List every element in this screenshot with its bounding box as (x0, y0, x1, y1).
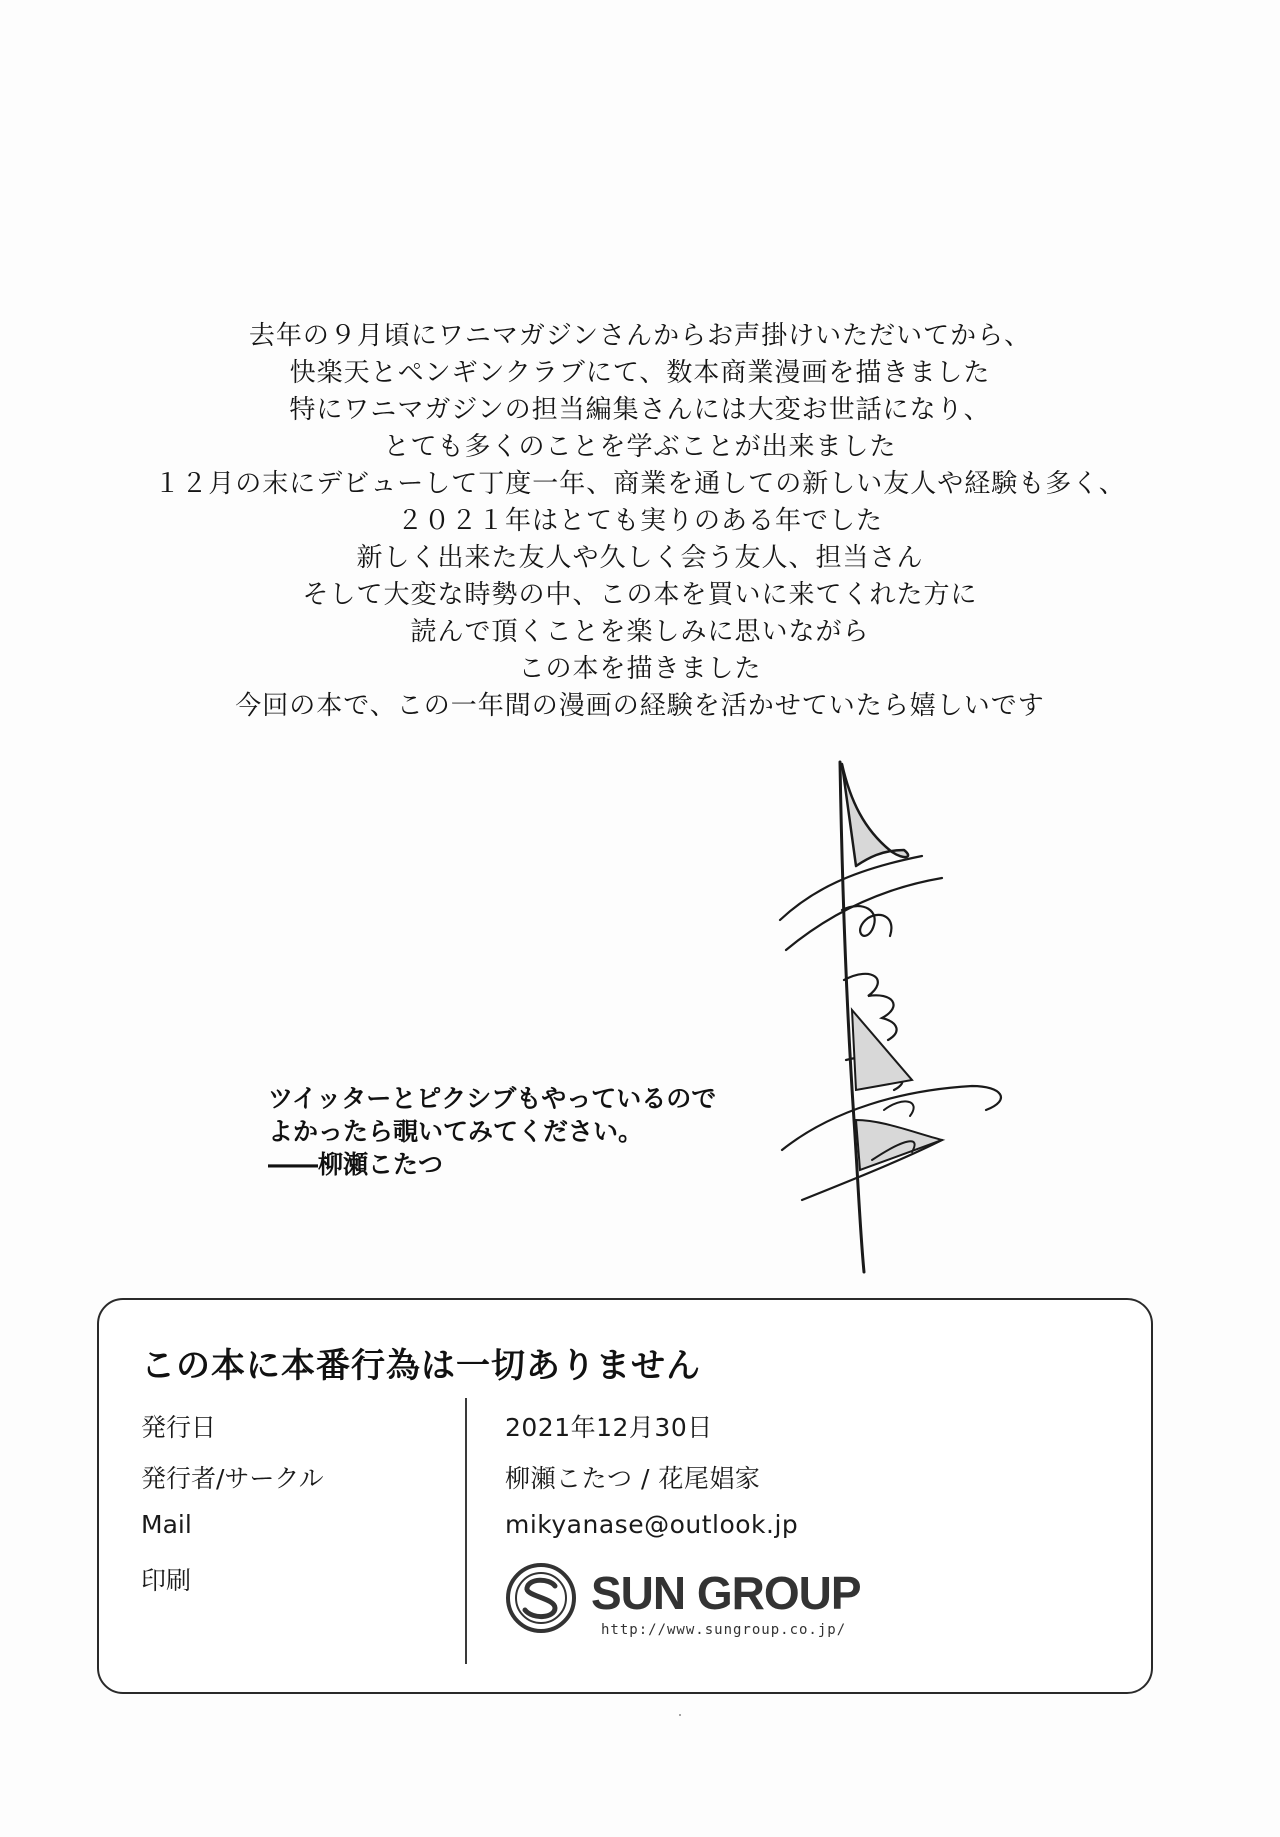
social-note (268, 1082, 828, 1181)
printer-name: SUN GROUP (591, 1567, 861, 1619)
afterword-line: 新しく出来た友人や久しく会う友人、担当さん (356, 543, 924, 573)
afterword-text (0, 318, 1280, 725)
colophon-box (97, 1298, 1153, 1694)
afterword-line: 今回の本で、この一年間の漫画の経験を活かせていたら嬉しいです (235, 691, 1045, 721)
afterword-line: 読んで頂くことを楽しみに思いながら (410, 617, 870, 647)
social-note-line: ツイッターとピクシブもやっているので (268, 1084, 717, 1113)
publisher-value: 柳瀬こたつ / 花尾娼家 (505, 1464, 761, 1493)
afterword-line: 快楽天とペンギンクラブにて、数本商業漫画を描きました (289, 358, 991, 388)
publish-date-label: 発行日 (141, 1413, 217, 1442)
printer-logo (505, 1558, 905, 1658)
publisher-label: 発行者/サークル (141, 1464, 324, 1493)
printer-url: http://www.sungroup.co.jp/ (601, 1622, 847, 1638)
afterword-line: 特にワニマガジンの担当編集さんには大変お世話になり、 (289, 395, 991, 425)
mail-value: mikyanase@outlook.jp (505, 1510, 799, 1539)
sun-group-logo-icon (505, 1562, 577, 1634)
dust-speck (679, 1714, 681, 1716)
afterword-line: 去年の９月頃にワニマガジンさんからお声掛けいただいてから、 (248, 321, 1032, 351)
author-signoff: ――柳瀬こたつ (268, 1150, 444, 1179)
colophon-title: この本に本番行為は一切ありません (141, 1346, 701, 1386)
afterword-line: とても多くのことを学ぶことが出来ました (383, 432, 897, 462)
publish-date-value: 2021年12月30日 (505, 1413, 713, 1442)
printer-label: 印刷 (141, 1566, 192, 1595)
colophon-divider (465, 1398, 467, 1664)
afterword-line: そして大変な時勢の中、この本を買いに来てくれた方に (302, 580, 978, 610)
mail-label: Mail (141, 1510, 192, 1539)
signature-icon (772, 760, 1012, 1280)
afterword-line: １２月の末にデビューして丁度一年、商業を通しての新しい友人や経験も多く、 (154, 469, 1126, 499)
afterword-line: この本を描きました (518, 654, 762, 684)
social-note-line: よかったら覗いてみてください。 (268, 1117, 644, 1146)
afterword-line: ２０２１年はとても実りのある年でした (396, 506, 883, 536)
